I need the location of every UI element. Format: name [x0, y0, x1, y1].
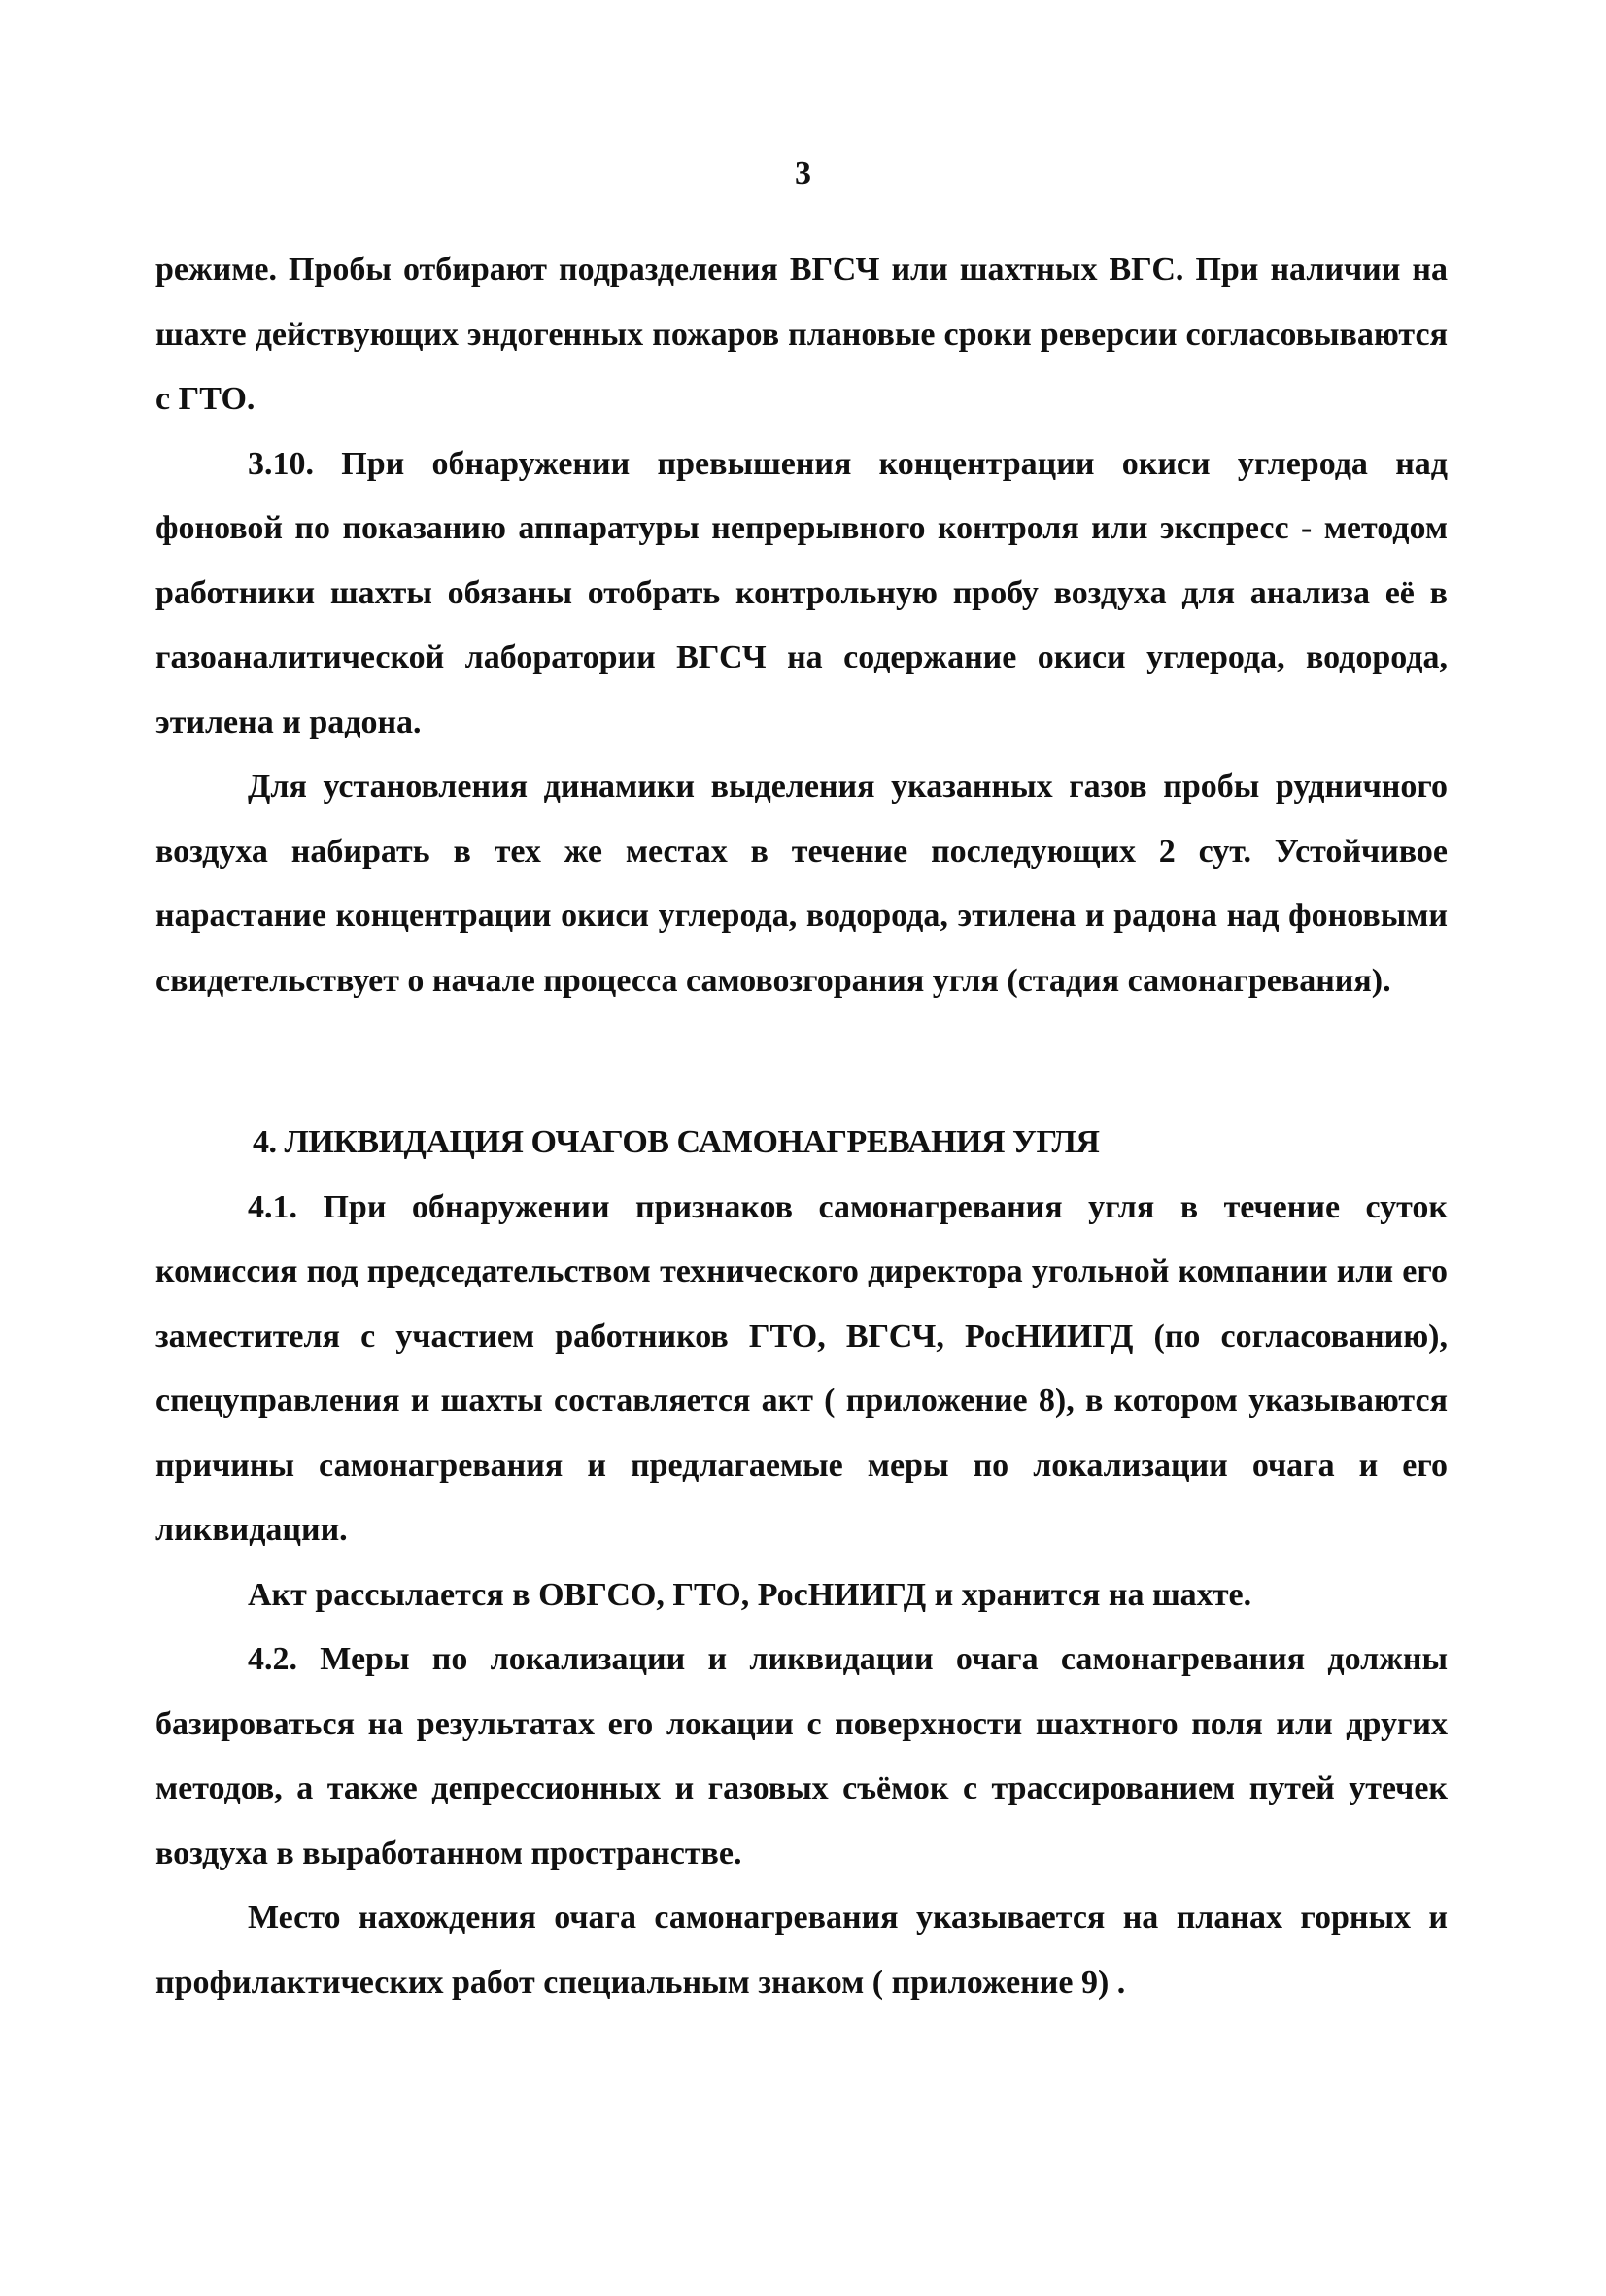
paragraph-act-distribution: Акт рассылается в ОВГСО, ГТО, РосНИИГД и хранится на шахте. [248, 1576, 1252, 1613]
paragraph-gas-dynamics: Для установления динамики выделения указанных газов пробы рудничного воздуха набирать в тех же местах в течение последующих 2 сут. Устойчивое нарастание концентрации окиси углерода, водорода, этилена и радона над фоновыми свидетельствует о начале процесса самовозгорания угля (стадия самонагревания). [155, 769, 1448, 999]
paragraph-location-marking: Место нахождения очага самонагревания указывается на планах горных и профилактических работ специальным знаком ( приложение 9) . [155, 1900, 1448, 2001]
document-body [155, 238, 1448, 2015]
paragraph-regime-continuation: режиме. Пробы отбирают подразделения ВГСЧ или шахтных ВГС. При наличии на шахте действующих эндогенных пожаров плановые сроки реверсии согласовываются с ГТО. [155, 252, 1448, 417]
paragraph-4-1: 4.1. При обнаружении признаков самонагревания угля в течение суток комиссия под председательством технического директора угольной компании или его заместителя с участием работников ГТО, ВГСЧ, РосНИИГД (по согласованию), спецуправления и шахты составляется акт ( приложение 8), в котором указываются причины самонагревания и предлагаемые меры по локализации очага и его ликвидации. [155, 1188, 1448, 1548]
page-number: 3 [795, 155, 811, 191]
section-heading: 4. ЛИКВИДАЦИЯ ОЧАГОВ САМОНАГРЕВАНИЯ УГЛЯ [253, 1124, 1100, 1160]
paragraph-3-10: 3.10. При обнаружении превышения концентрации окиси углерода над фоновой по показанию аппаратуры непрерывного контроля или экспресс - методом работники шахты обязаны отобрать контрольную пробу воздуха для анализа её в газоаналитической лаборатории ВГСЧ на содержание окиси углерода, водорода, этилена и радона. [155, 445, 1448, 740]
paragraph-4-2: 4.2. Меры по локализации и ликвидации очага самонагревания должны базироваться на результатах его локации с поверхности шахтного поля или других методов, а также депрессионных и газовых съёмок с трассированием путей утечек воздуха в выработанном пространстве. [155, 1641, 1448, 1871]
